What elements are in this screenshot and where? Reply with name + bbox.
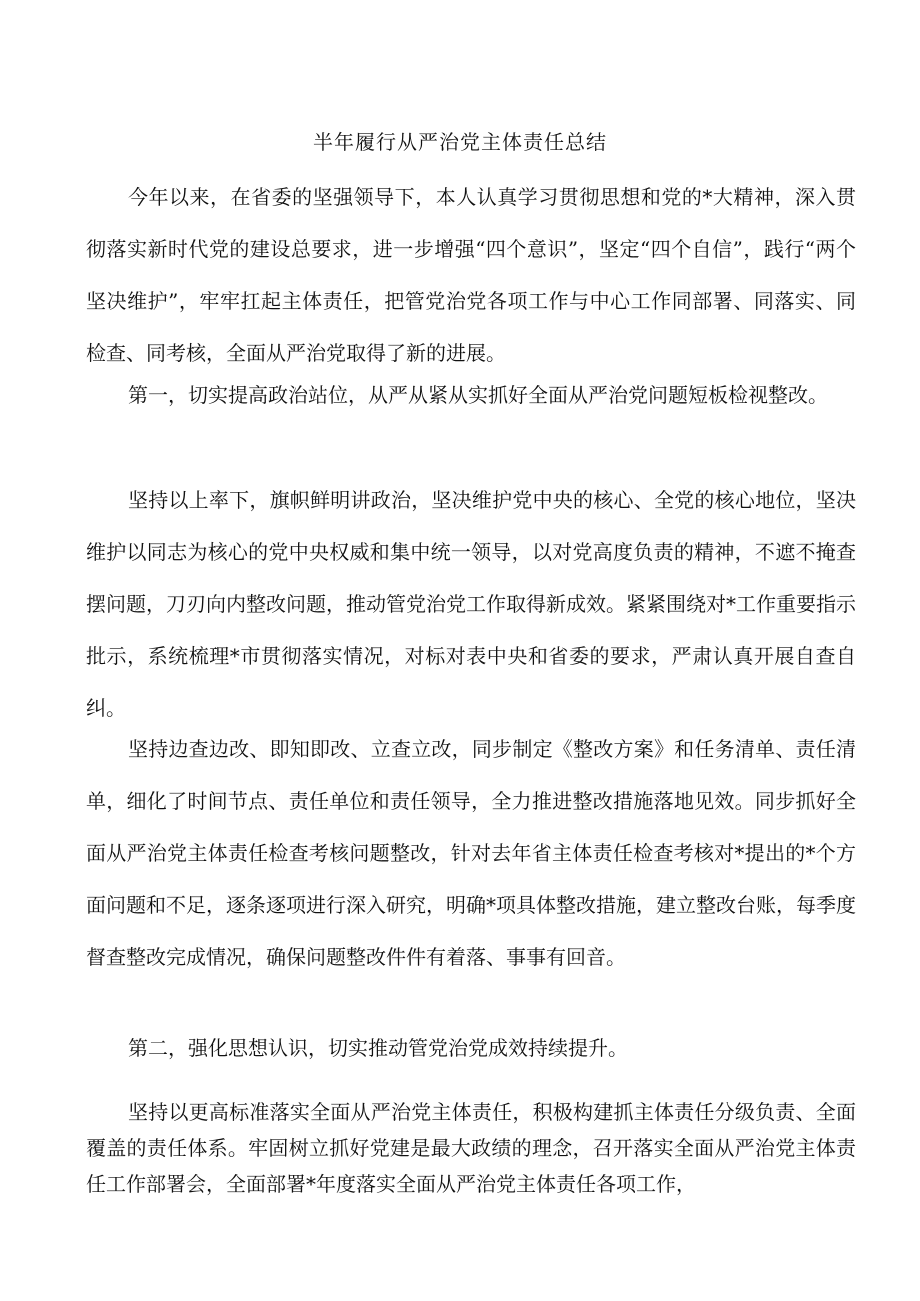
paragraph-section-1-body-2: 坚持边查边改、即知即改、立查立改，同步制定《整改方案》和任务清单、责任清单，细化了时间节点、责任单位和责任领导，全力推进整改措施落地见效。同步抓好全面从严治党主体责任检查考核问题整改，针对去年省主体责任检查考核对*提出的*个方面问题和不足，逐条逐项进行深入研究，明确*项具体整改措施，建立整改台账，每季度督查整改完成情况，确保问题整改件件有着落、事事有回音。 bbox=[86, 737, 856, 969]
paragraph-section-1-heading: 第一，切实提高政治站位，从严从紧从实抓好全面从严治党问题短板检视整改。 bbox=[128, 383, 828, 407]
document-title: 半年履行从严治党主体责任总结 bbox=[313, 130, 607, 154]
paragraph-section-2-body-1: 坚持以更高标准落实全面从严治党主体责任，积极构建抓主体责任分级负责、全面覆盖的责任体系。牢固树立抓好党建是最大政绩的理念，召开落实全面从严治党主体责任工作部署会，全面部署*年度落实全面从严治党主体责任各项工作， bbox=[86, 1100, 856, 1196]
paragraph-section-1-body-1: 坚持以上率下，旗帜鲜明讲政治，坚决维护党中央的核心、全党的核心地位，坚决维护以同志为核心的党中央权威和集中统一领导，以对党高度负责的精神，不遮不掩查摆问题，刀刃向内整改问题，推动管党治党工作取得新成效。紧紧围绕对*工作重要指示批示，系统梳理*市贯彻落实情况，对标对表中央和省委的要求，严肃认真开展自查自纠。 bbox=[86, 488, 856, 720]
paragraph-section-2-heading: 第二，强化思想认识，切实推动管党治党成效持续提升。 bbox=[128, 1036, 628, 1060]
paragraph-intro: 今年以来，在省委的坚强领导下，本人认真学习贯彻思想和党的*大精神，深入贯彻落实新时代党的建设总要求，进一步增强“四个意识”，坚定“四个自信”，践行“两个坚决维护”，牢牢扛起主体责任，把管党治党各项工作与中心工作同部署、同落实、同检查、同考核，全面从严治党取得了新的进展。 bbox=[86, 185, 856, 365]
